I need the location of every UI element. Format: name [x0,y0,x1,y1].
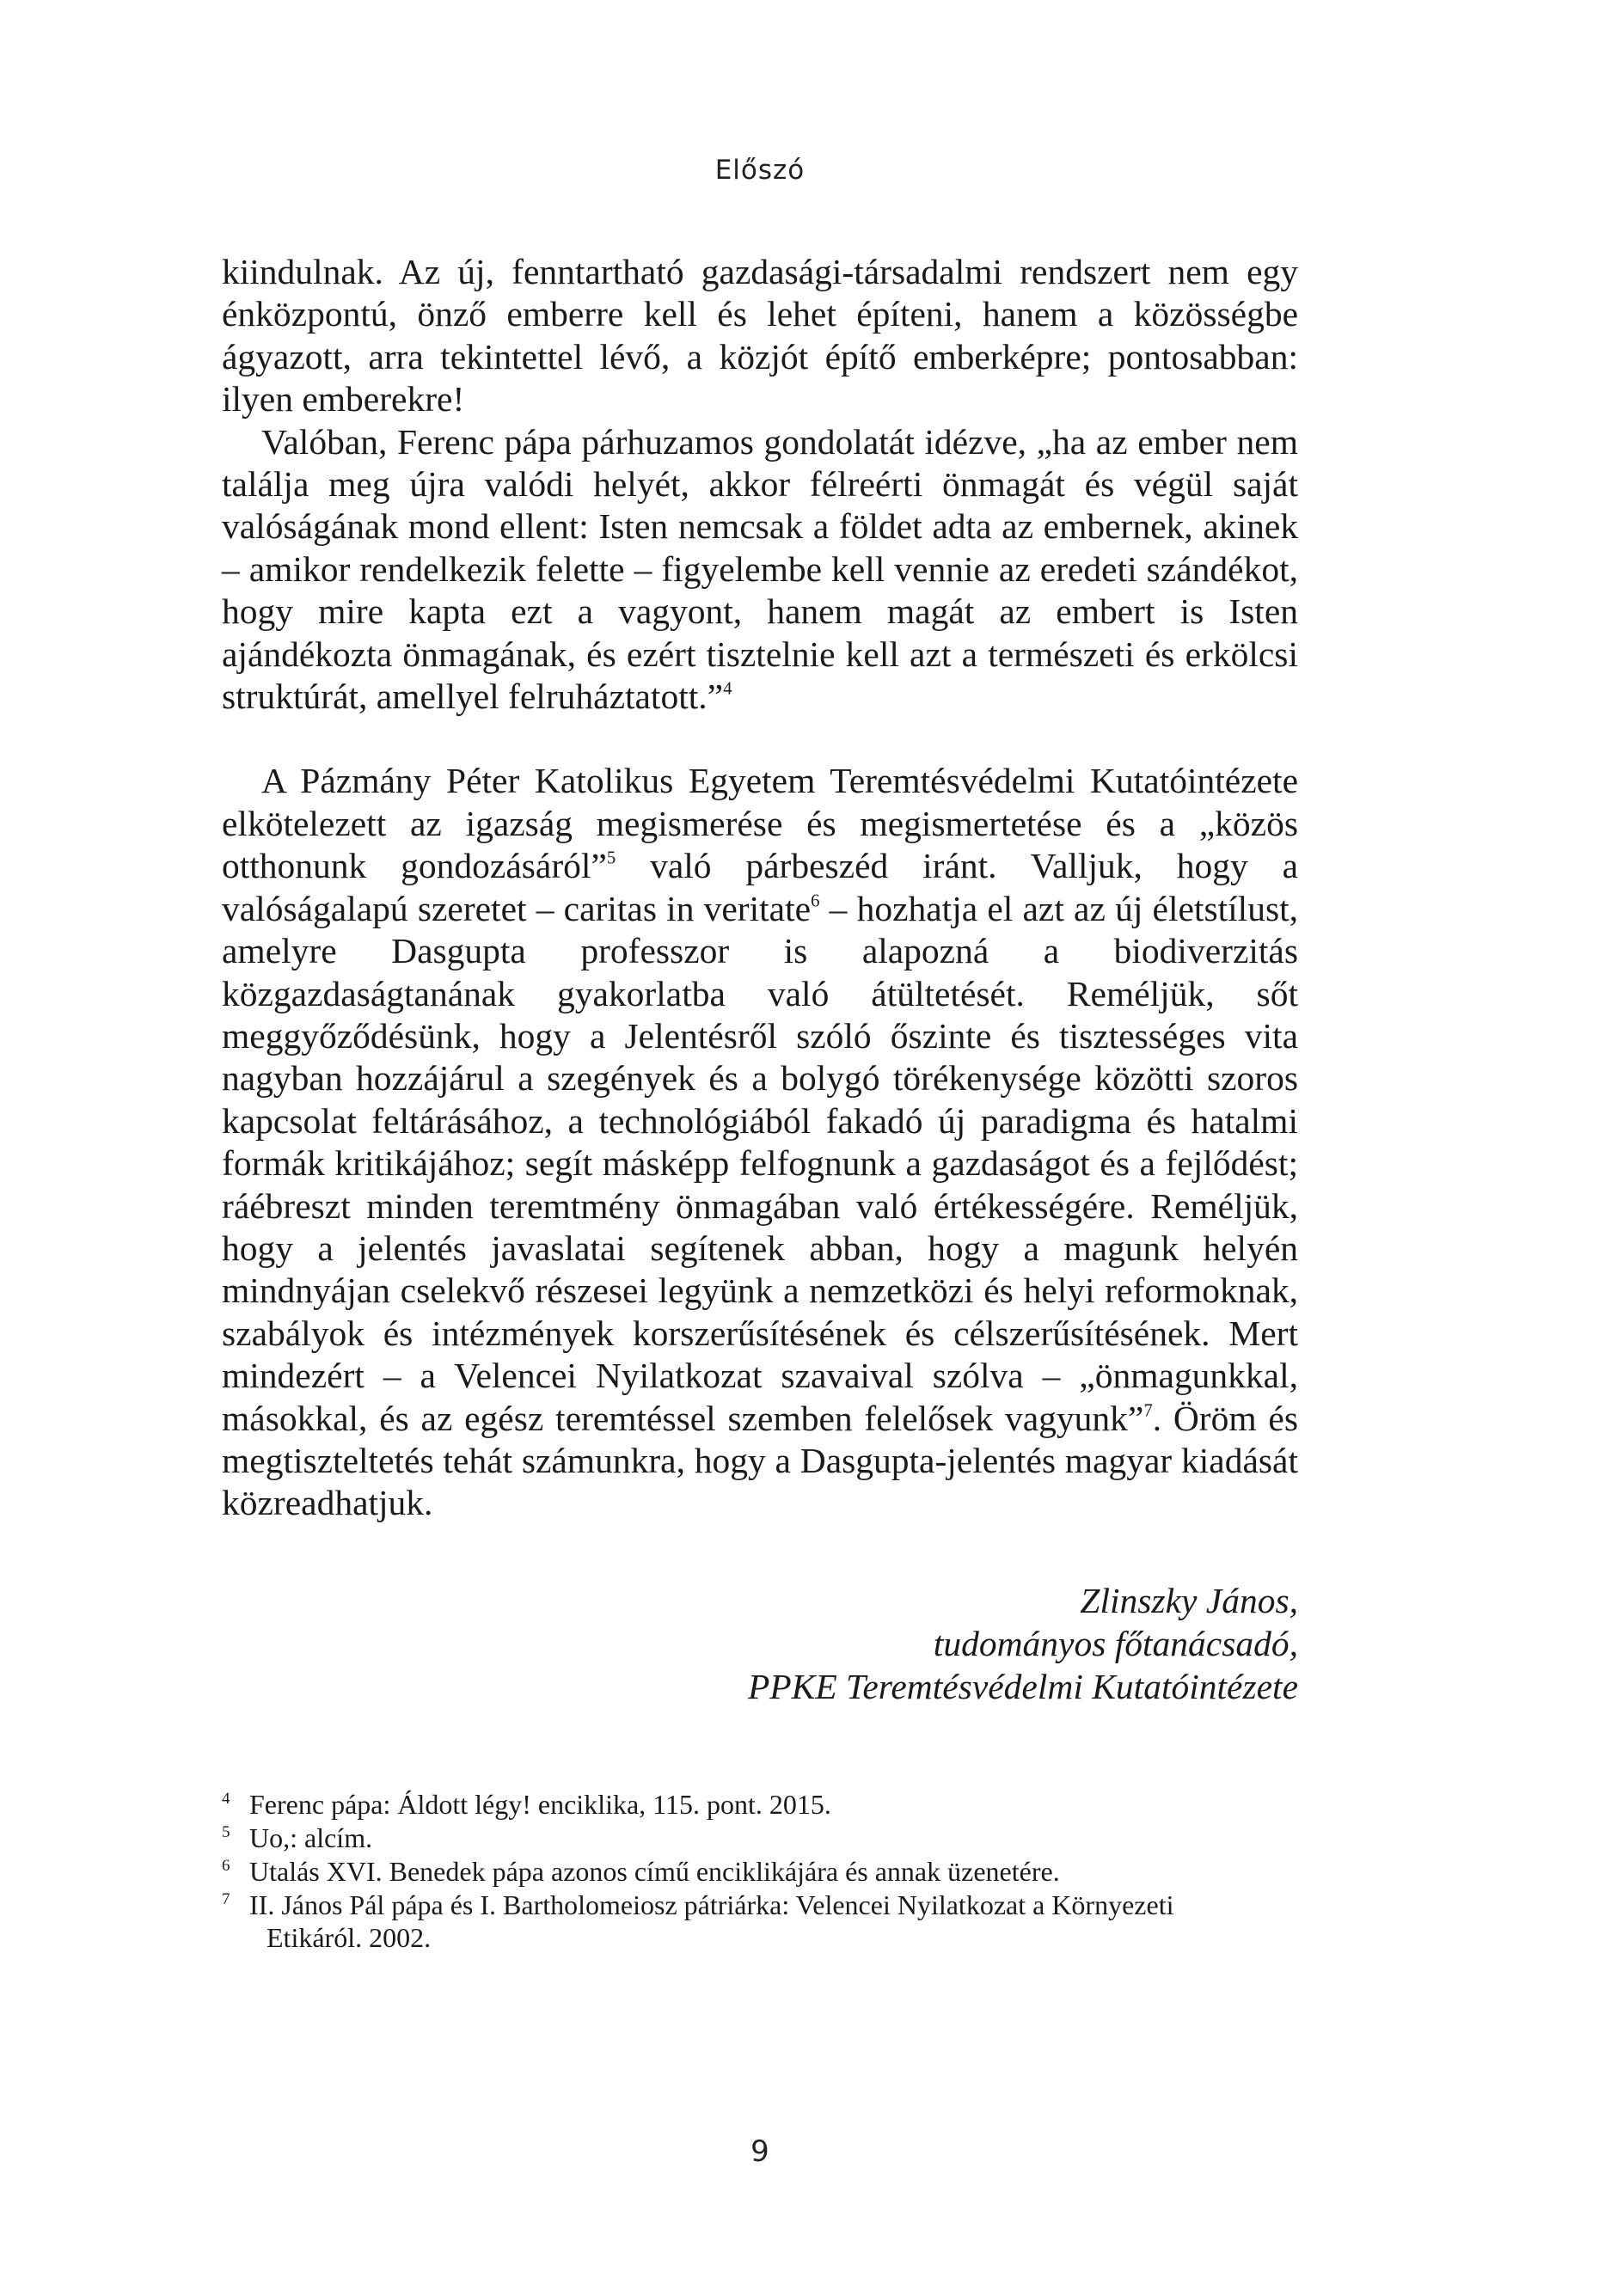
paragraph-2 [222,421,1298,719]
signature-role: tudományos főtanácsadó, [933,1624,1298,1663]
paragraph-3-part-c: – hozhatja el azt az új életstílust, amelyre Dasgupta professzor is alapozná a biodiverzitás közgazdaságtanának gyakorlatba való átültetését. Reméljük, sőt meggyőződésünk, hogy a Jelentésről szóló őszinte és tisztességes vita nagyban hozzájárul a szegények és a bolygó törékenysége közötti szoros kapcsolat feltárásához, a technológiából fakadó új paradigma és hatalmi formák kritikájához; segít másképp felfognunk a gazdaságot és a fejlődést; ráébreszt minden teremtmény önmagában való értékességére. Reméljük, hogy a jelentés javaslatai segítenek abban, hogy a magunk helyén mindnyájan cselekvő részesei legyünk a nemzetközi és helyi reformoknak, szabályok és intézmények korszerűsítésének és célszerűsítésének. Mert mindezért – a Velencei Nyilatkozat szavaival szólva – „önmagunkkal, másokkal, és az egész teremtéssel szemben felelősek vagyunk” [222,888,1298,1438]
footnote-number: 6 [222,1857,230,1875]
signature-institution: PPKE Teremtésvédelmi Kutatóintézete [747,1667,1298,1706]
paragraph-3-part-d: . Öröm és megtiszteltetés tehát számunkra, hogy a Dasgupta-jelentés magyar kiadását közreadhatjuk. [222,1398,1298,1523]
signature-name: Zlinszky János, [1080,1581,1298,1620]
book-page [222,0,1298,2296]
footnote-number: 4 [222,1790,230,1808]
footnotes [222,1788,1298,1955]
footnote-ref-6: 6 [811,891,820,911]
paragraph-3 [222,760,1298,1524]
paragraph-1: kiindulnak. Az új, fenntartható gazdasági-társadalmi rendszert nem egy énközpontú, önző emberre kell és lehet építeni, hanem a közösségbe ágyazott, arra tekintettel lévő, a közjót építő emberképre; pontosabban: ilyen emberekre! [222,252,1298,419]
footnote-text: Utalás XVI. Benedek pápa azonos című enciklikájára és annak üzenetére. [249,1856,1060,1887]
footnote-ref-7: 7 [1143,1400,1153,1420]
footnote-ref-5: 5 [606,848,616,868]
footnote-text: Uo,: alcím. [249,1822,373,1853]
running-title: Előszó [714,155,806,186]
footnote-6 [222,1855,1298,1888]
footnote-ref-4: 4 [723,679,732,699]
footnote-5 [222,1821,1298,1854]
signature-block [222,1579,1298,1708]
paragraph-3-part-a: A Pázmány Péter Katolikus Egyetem Teremtésvédelmi Kutatóintézete elkötelezett az igazság megismerése és megismertetése és a „közös otthonunk gondozásáról” [222,761,1298,886]
paragraph-3-part-b: való párbeszéd iránt. Valljuk, hogy a valóságalapú szeretet – caritas in veritate [222,846,1298,928]
footnote-7 [222,1889,1298,1954]
footnote-continuation: Etikáról. 2002. [266,1922,432,1953]
footnote-number: 5 [222,1823,230,1841]
main-text [222,251,1298,1525]
footnote-number: 7 [222,1890,230,1908]
paragraph-2-text: Valóban, Ferenc pápa párhuzamos gondolatát idézve, „ha az ember nem találja meg újra valódi helyét, akkor félreérti önmagát és végül saját valóságának mond ellent: Isten nemcsak a földet adta az embernek, akinek – amikor rendelkezik felette – figyelembe kell vennie az eredeti szándékot, hogy mire kapta ezt a vagyont, hanem magát az embert is Isten ajándékozta önmagának, és ezért tisztelnie kell azt a természeti és erkölcsi struktúrát, amellyel felruháztatott.” [222,421,1298,717]
footnote-text: Ferenc pápa: Áldott légy! enciklika, 115. pont. 2015. [249,1789,831,1820]
footnote-4 [222,1788,1298,1821]
page-number: 9 [750,2134,769,2169]
footnote-text: II. János Pál pápa és I. Bartholomeiosz pátriárka: Velencei Nyilatkozat a Környezeti [249,1889,1174,1920]
